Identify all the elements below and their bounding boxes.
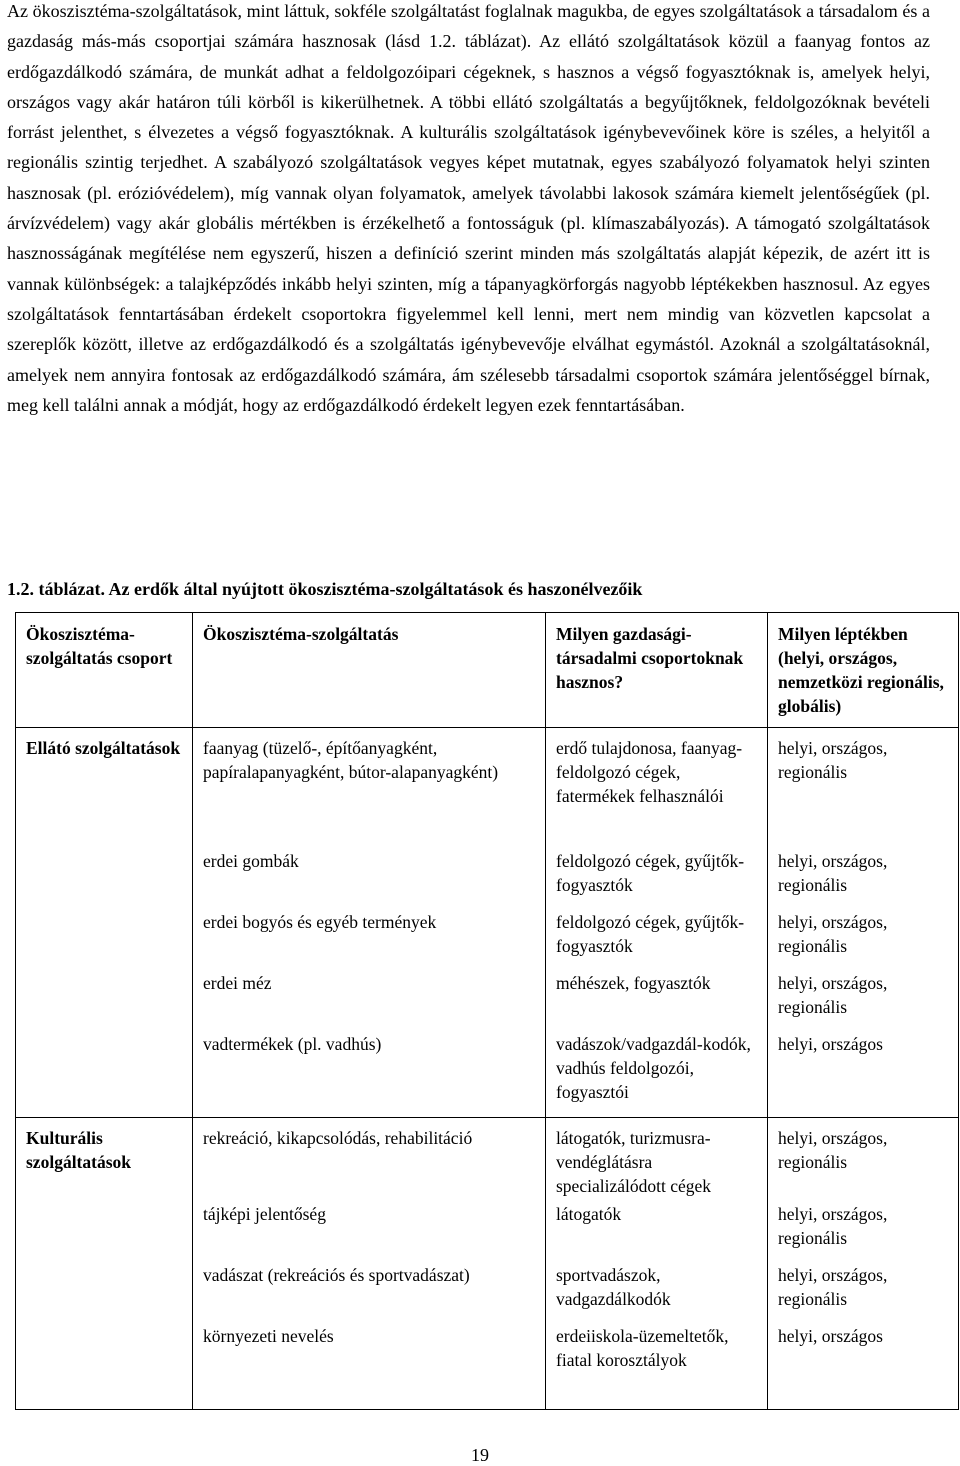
service-cell: vadtermékek (pl. vadhús) [193, 1032, 546, 1118]
users-cell: erdeiiskola-üzemeltetők, fiatal korosztályok [546, 1324, 768, 1410]
service-cell: erdei bogyós és egyéb termények [193, 910, 546, 971]
users-cell: látogatók [546, 1202, 768, 1263]
service-cell: faanyag (tüzelő-, építőanyagként, papíralapanyagként, bútor-alapanyagként) [193, 728, 546, 849]
header-service: Ökoszisztéma-szolgáltatás [193, 613, 546, 728]
body-paragraph: Az ökoszisztéma-szolgáltatások, mint láttuk, sokféle szolgáltatást foglalnak magukba, de egyes szolgáltatások a társadalom és a gazdaság más-más csoportjai számára hasznosak (lásd 1.2. táblázat). Az ellátó szolgáltatások közül a faanyag fontos az erdőgazdálkodó számára, de munkát adhat a feldolgozóipari cégeknek, s hasznos a végső fogyasztóknak is, amelyek helyi, országos vagy akár határon túli körből is kikerülhetnek. A többi ellátó szolgáltatás a begyűjtőknek, feldolgozóknak bevételi forrást jelenthet, s élvezetes a végső fogyasztóknak. A kulturális szolgáltatások igénybevevőinek köre is széles, a helyitől a regionális szintig terjedhet. A szabályozó szolgáltatások vegyes képet mutatnak, egyes szabályozó folyamatok helyi szinten hasznosak (pl. erózióvédelem), míg vannak olyan folyamatok, amelyek távolabbi lakosok számára kiemelt jelentőségűek (pl. árvízvédelem) vagy akár globális mértékben is érzékelhető a fontosságuk (pl. klímaszabályozás). A támogató szolgáltatások hasznosságának megítélése nem egyszerű, hiszen a definíció szerint minden más szolgáltatás alapját képezik, de azért itt is vannak különbségek: a talajképződés inkább helyi szinten, míg a tápanyagkörforgás nagyobb léptékekben hasznosul. Az egyes szolgáltatások fenntartásában érdekelt csoportokra figyelemmel kell lenni, mert nem mindig van közvetlen kapcsolat a szereplők között, illetve az erdőgazdálkodó és a szolgáltatás igénybevevője elválhat egymástól. Azoknál a szolgáltatásoknál, amelyek nem annyira fontosak az erdőgazdálkodó számára, ám szélesebb társadalmi csoportok számára jelentőséggel bírnak, meg kell találni annak a módját, hogy az erdőgazdálkodó érdekelt legyen ezek fenntartásában. [7, 1, 930, 415]
service-cell: erdei gombák [193, 849, 546, 910]
users-cell: feldolgozó cégek, gyűjtők-fogyasztók [546, 849, 768, 910]
users-cell: látogatók, turizmusra-vendéglátásra specializálódott cégek [546, 1118, 768, 1202]
table-row [16, 1118, 959, 1202]
service-cell: rekreáció, kikapcsolódás, rehabilitáció [193, 1118, 546, 1202]
users-cell: feldolgozó cégek, gyűjtők-fogyasztók [546, 910, 768, 971]
scale-cell: helyi, országos [768, 1324, 959, 1410]
header-users: Milyen gazdasági-társadalmi csoportoknak hasznos? [546, 613, 768, 728]
header-scale: Milyen léptékben (helyi, országos, nemzetközi regionális, globális) [768, 613, 959, 728]
scale-cell: helyi, országos, regionális [768, 849, 959, 910]
scale-cell: helyi, országos, regionális [768, 728, 959, 849]
users-cell: méhészek, fogyasztók [546, 971, 768, 1032]
services-table [15, 612, 959, 1410]
header-group: Ökoszisztéma-szolgáltatás csoport [16, 613, 193, 728]
scale-cell: helyi, országos, regionális [768, 1202, 959, 1263]
scale-cell: helyi, országos, regionális [768, 910, 959, 971]
group-name-cell: Ellátó szolgáltatások [16, 728, 193, 1118]
scale-cell: helyi, országos, regionális [768, 971, 959, 1032]
users-cell: sportvadászok, vadgazdálkodók [546, 1263, 768, 1324]
users-cell: erdő tulajdonosa, faanyag-feldolgozó cégek, fatermékek felhasználói [546, 728, 768, 849]
scale-cell: helyi, országos, regionális [768, 1118, 959, 1202]
table-row [16, 728, 959, 849]
scale-cell: helyi, országos, regionális [768, 1263, 959, 1324]
group-name-cell: Kulturális szolgáltatások [16, 1118, 193, 1410]
service-cell: erdei méz [193, 971, 546, 1032]
scale-cell: helyi, országos [768, 1032, 959, 1118]
page-number: 19 [471, 1445, 489, 1465]
service-cell: vadászat (rekreációs és sportvadászat) [193, 1263, 546, 1324]
service-cell: tájképi jelentőség [193, 1202, 546, 1263]
users-cell: vadászok/vadgazdál-kodók, vadhús feldolgozói, fogyasztói [546, 1032, 768, 1118]
table-header-row [16, 613, 959, 728]
service-cell: környezeti nevelés [193, 1324, 546, 1410]
table-caption: 1.2. táblázat. Az erdők által nyújtott ökoszisztéma-szolgáltatások és haszonélvezőik [7, 579, 643, 599]
